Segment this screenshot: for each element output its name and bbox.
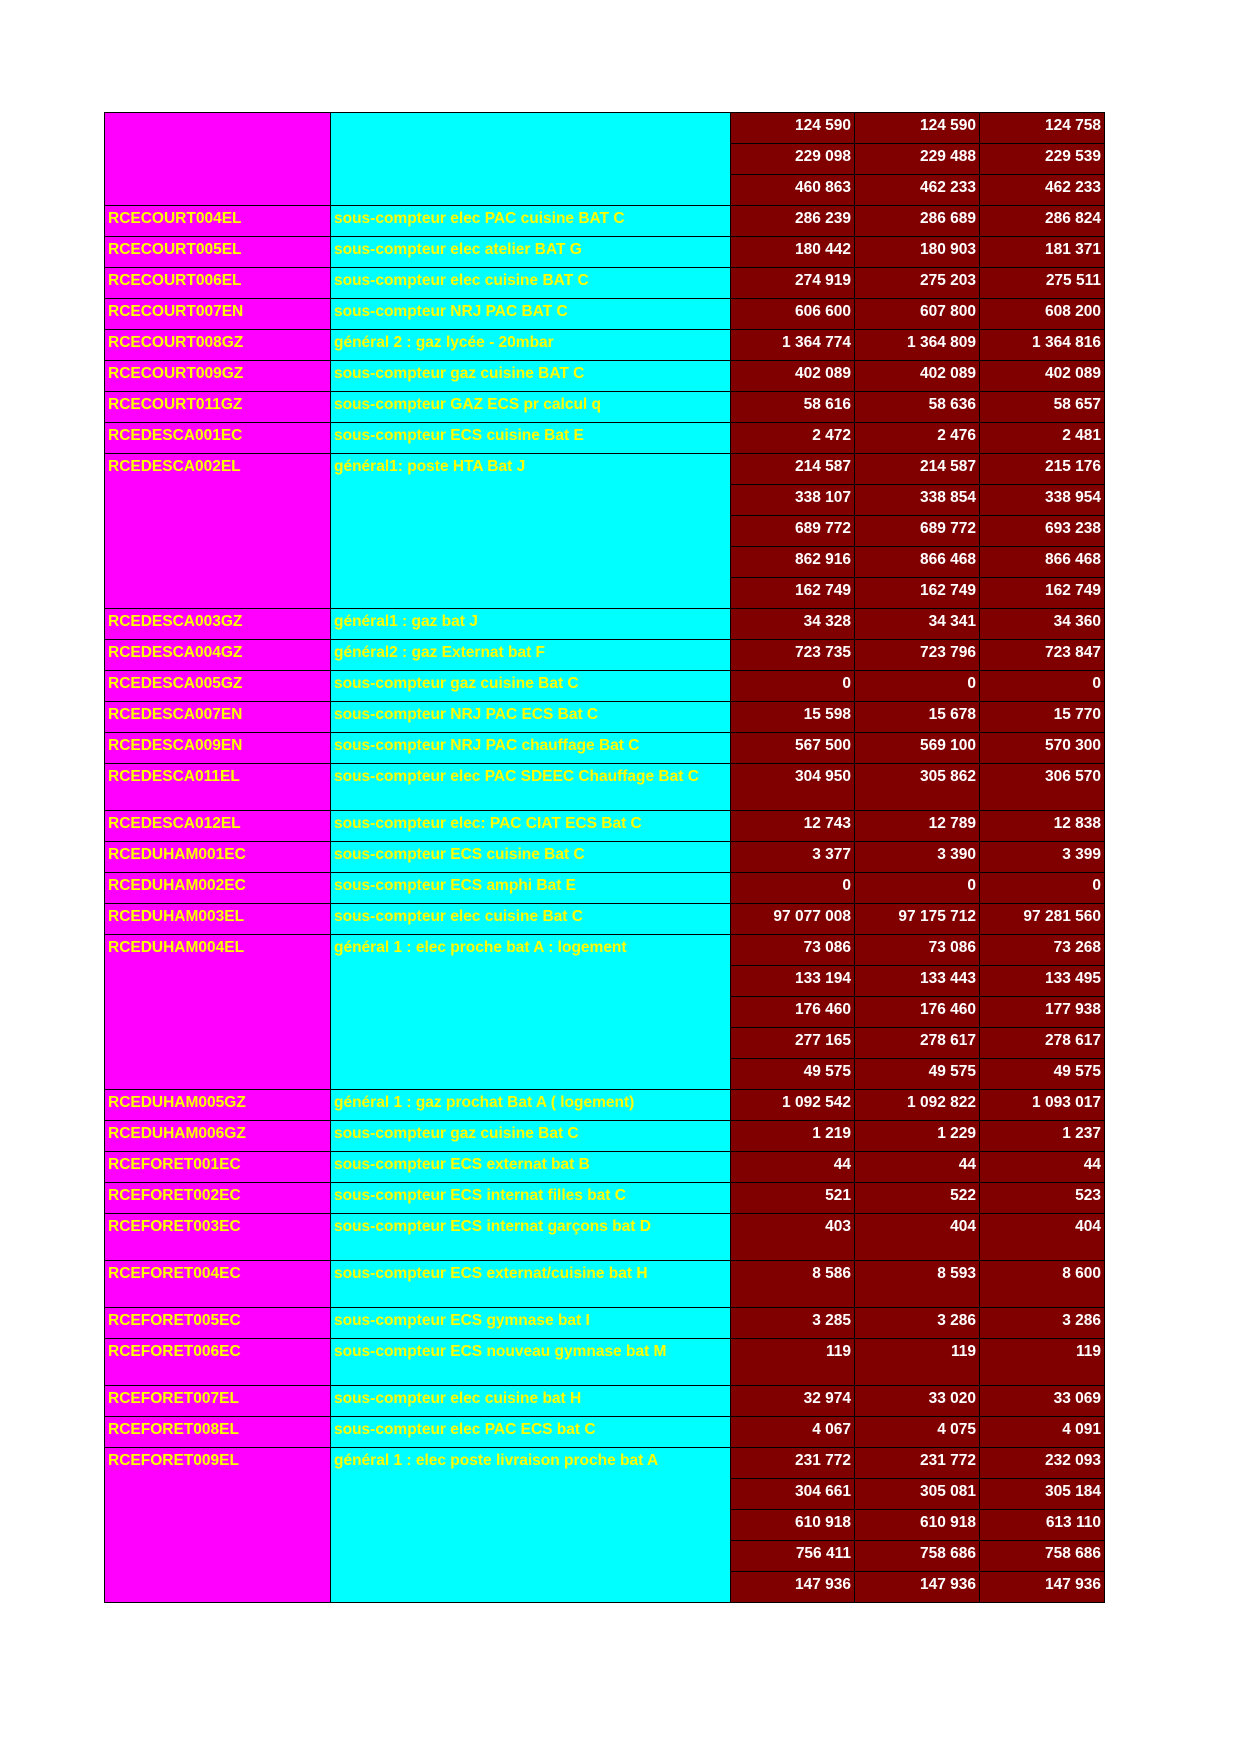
reading-value-cell: 12 743 <box>731 811 855 842</box>
reading-value-cell: 286 689 <box>855 206 980 237</box>
table-row <box>105 113 1105 144</box>
reading-value-cell: 33 069 <box>980 1386 1105 1417</box>
reading-value-cell: 306 570 <box>980 764 1105 811</box>
reading-value-cell: 304 950 <box>731 764 855 811</box>
reading-value-cell: 723 735 <box>731 640 855 671</box>
reading-value-cell: 181 371 <box>980 237 1105 268</box>
meter-code-cell: RCEDESCA004GZ <box>105 640 331 671</box>
meter-description-cell: sous-compteur ECS cuisine Bat C <box>331 842 731 873</box>
table-row <box>105 1261 1105 1308</box>
reading-value-cell: 8 593 <box>855 1261 980 1308</box>
table-row <box>105 1214 1105 1261</box>
reading-value-cell: 33 020 <box>855 1386 980 1417</box>
reading-value-cell: 1 364 809 <box>855 330 980 361</box>
reading-value-cell: 275 203 <box>855 268 980 299</box>
reading-value-cell: 1 093 017 <box>980 1090 1105 1121</box>
meter-code-cell: RCEDUHAM001EC <box>105 842 331 873</box>
meter-code-cell: RCEDESCA001EC <box>105 423 331 454</box>
meter-description-cell: sous-compteur NRJ PAC chauffage Bat C <box>331 733 731 764</box>
meter-code-cell: RCECOURT005EL <box>105 237 331 268</box>
reading-value-cell: 523 <box>980 1183 1105 1214</box>
reading-value-cell: 44 <box>980 1152 1105 1183</box>
reading-value-cell: 8 586 <box>731 1261 855 1308</box>
table-row <box>105 1121 1105 1152</box>
table-row <box>105 904 1105 935</box>
reading-value-cell: 277 165 <box>731 1028 855 1059</box>
reading-value-cell: 607 800 <box>855 299 980 330</box>
reading-value-cell: 1 092 542 <box>731 1090 855 1121</box>
meter-code-cell: RCEFORET008EL <box>105 1417 331 1448</box>
reading-value-cell: 214 587 <box>731 454 855 485</box>
reading-value-cell: 723 796 <box>855 640 980 671</box>
reading-value-cell: 124 758 <box>980 113 1105 144</box>
reading-value-cell: 176 460 <box>855 997 980 1028</box>
table-row <box>105 1448 1105 1479</box>
reading-value-cell: 460 863 <box>731 175 855 206</box>
reading-value-cell: 522 <box>855 1183 980 1214</box>
reading-value-cell: 567 500 <box>731 733 855 764</box>
meter-description-cell: sous-compteur ECS externat bat B <box>331 1152 731 1183</box>
meter-description-cell: sous-compteur elec PAC ECS bat C <box>331 1417 731 1448</box>
reading-value-cell: 305 184 <box>980 1479 1105 1510</box>
table-row <box>105 423 1105 454</box>
meter-readings-table <box>104 112 1105 1603</box>
reading-value-cell: 3 390 <box>855 842 980 873</box>
meter-code-cell <box>105 113 331 206</box>
meter-code-cell: RCEDUHAM006GZ <box>105 1121 331 1152</box>
reading-value-cell: 147 936 <box>731 1572 855 1603</box>
table-row <box>105 733 1105 764</box>
reading-value-cell: 15 598 <box>731 702 855 733</box>
reading-value-cell: 862 916 <box>731 547 855 578</box>
reading-value-cell: 275 511 <box>980 268 1105 299</box>
reading-value-cell: 610 918 <box>731 1510 855 1541</box>
reading-value-cell: 286 824 <box>980 206 1105 237</box>
table-row <box>105 1308 1105 1339</box>
reading-value-cell: 229 539 <box>980 144 1105 175</box>
reading-value-cell: 119 <box>855 1339 980 1386</box>
reading-value-cell: 162 749 <box>855 578 980 609</box>
reading-value-cell: 1 219 <box>731 1121 855 1152</box>
reading-value-cell: 15 770 <box>980 702 1105 733</box>
table-row <box>105 609 1105 640</box>
reading-value-cell: 3 285 <box>731 1308 855 1339</box>
reading-value-cell: 49 575 <box>980 1059 1105 1090</box>
reading-value-cell: 12 838 <box>980 811 1105 842</box>
reading-value-cell: 608 200 <box>980 299 1105 330</box>
reading-value-cell: 4 067 <box>731 1417 855 1448</box>
reading-value-cell: 2 476 <box>855 423 980 454</box>
table-row <box>105 1152 1105 1183</box>
reading-value-cell: 0 <box>731 873 855 904</box>
table-row <box>105 935 1105 966</box>
meter-code-cell: RCEDUHAM004EL <box>105 935 331 1090</box>
reading-value-cell: 119 <box>980 1339 1105 1386</box>
reading-value-cell: 3 377 <box>731 842 855 873</box>
reading-value-cell: 34 328 <box>731 609 855 640</box>
meter-description-cell: général 1 : elec poste livraison proche bat A <box>331 1448 731 1603</box>
reading-value-cell: 231 772 <box>731 1448 855 1479</box>
reading-value-cell: 338 954 <box>980 485 1105 516</box>
reading-value-cell: 693 238 <box>980 516 1105 547</box>
reading-value-cell: 229 098 <box>731 144 855 175</box>
reading-value-cell: 73 086 <box>731 935 855 966</box>
meter-description-cell: général1 : gaz bat J <box>331 609 731 640</box>
reading-value-cell: 177 938 <box>980 997 1105 1028</box>
reading-value-cell: 404 <box>980 1214 1105 1261</box>
table-row <box>105 237 1105 268</box>
meter-code-cell: RCEDESCA002EL <box>105 454 331 609</box>
table-row <box>105 1090 1105 1121</box>
reading-value-cell: 3 286 <box>855 1308 980 1339</box>
meter-description-cell: sous-compteur gaz cuisine BAT C <box>331 361 731 392</box>
meter-description-cell: sous-compteur ECS externat/cuisine bat H <box>331 1261 731 1308</box>
reading-value-cell: 756 411 <box>731 1541 855 1572</box>
reading-value-cell: 12 789 <box>855 811 980 842</box>
table-row <box>105 873 1105 904</box>
meter-code-cell: RCEDESCA009EN <box>105 733 331 764</box>
meter-description-cell: sous-compteur gaz cuisine Bat C <box>331 1121 731 1152</box>
reading-value-cell: 4 091 <box>980 1417 1105 1448</box>
reading-value-cell: 689 772 <box>731 516 855 547</box>
meter-code-cell: RCECOURT006EL <box>105 268 331 299</box>
reading-value-cell: 402 089 <box>855 361 980 392</box>
meter-description-cell: sous-compteur elec PAC SDEEC Chauffage Bat C <box>331 764 731 811</box>
reading-value-cell: 180 442 <box>731 237 855 268</box>
reading-value-cell: 133 495 <box>980 966 1105 997</box>
reading-value-cell: 147 936 <box>855 1572 980 1603</box>
reading-value-cell: 73 086 <box>855 935 980 966</box>
table-row <box>105 454 1105 485</box>
reading-value-cell: 147 936 <box>980 1572 1105 1603</box>
reading-value-cell: 231 772 <box>855 1448 980 1479</box>
meter-description-cell: général 1 : gaz prochat Bat A ( logement) <box>331 1090 731 1121</box>
meter-code-cell: RCECOURT009GZ <box>105 361 331 392</box>
reading-value-cell: 58 616 <box>731 392 855 423</box>
meter-code-cell: RCECOURT008GZ <box>105 330 331 361</box>
meter-description-cell: sous-compteur elec PAC cuisine BAT C <box>331 206 731 237</box>
reading-value-cell: 0 <box>980 671 1105 702</box>
reading-value-cell: 119 <box>731 1339 855 1386</box>
meter-code-cell: RCEDUHAM003EL <box>105 904 331 935</box>
reading-value-cell: 304 661 <box>731 1479 855 1510</box>
table-row <box>105 1183 1105 1214</box>
meter-description-cell: sous-compteur elec cuisine bat H <box>331 1386 731 1417</box>
meter-description-cell: sous-compteur ECS internat filles bat C <box>331 1183 731 1214</box>
reading-value-cell: 162 749 <box>731 578 855 609</box>
reading-value-cell: 49 575 <box>731 1059 855 1090</box>
meter-code-cell: RCEFORET006EC <box>105 1339 331 1386</box>
reading-value-cell: 180 903 <box>855 237 980 268</box>
reading-value-cell: 73 268 <box>980 935 1105 966</box>
meter-description-cell: sous-compteur elec cuisine Bat C <box>331 904 731 935</box>
reading-value-cell: 723 847 <box>980 640 1105 671</box>
table-row <box>105 392 1105 423</box>
meter-code-cell: RCEFORET004EC <box>105 1261 331 1308</box>
reading-value-cell: 569 100 <box>855 733 980 764</box>
reading-value-cell: 305 862 <box>855 764 980 811</box>
reading-value-cell: 97 175 712 <box>855 904 980 935</box>
meter-code-cell: RCEFORET009EL <box>105 1448 331 1603</box>
reading-value-cell: 606 600 <box>731 299 855 330</box>
reading-value-cell: 2 481 <box>980 423 1105 454</box>
meter-code-cell: RCEFORET001EC <box>105 1152 331 1183</box>
reading-value-cell: 570 300 <box>980 733 1105 764</box>
reading-value-cell: 34 360 <box>980 609 1105 640</box>
table-row <box>105 764 1105 811</box>
meter-description-cell: sous-compteur elec cuisine BAT C <box>331 268 731 299</box>
reading-value-cell: 2 472 <box>731 423 855 454</box>
meter-description-cell: sous-compteur elec: PAC CIAT ECS Bat C <box>331 811 731 842</box>
reading-value-cell: 4 075 <box>855 1417 980 1448</box>
table-row <box>105 1339 1105 1386</box>
meter-code-cell: RCEFORET002EC <box>105 1183 331 1214</box>
table-row <box>105 330 1105 361</box>
reading-value-cell: 32 974 <box>731 1386 855 1417</box>
reading-value-cell: 689 772 <box>855 516 980 547</box>
reading-value-cell: 124 590 <box>731 113 855 144</box>
reading-value-cell: 44 <box>855 1152 980 1183</box>
meter-code-cell: RCECOURT004EL <box>105 206 331 237</box>
reading-value-cell: 49 575 <box>855 1059 980 1090</box>
reading-value-cell: 758 686 <box>855 1541 980 1572</box>
reading-value-cell: 305 081 <box>855 1479 980 1510</box>
reading-value-cell: 610 918 <box>855 1510 980 1541</box>
meter-code-cell: RCEFORET003EC <box>105 1214 331 1261</box>
reading-value-cell: 521 <box>731 1183 855 1214</box>
table-row <box>105 1417 1105 1448</box>
reading-value-cell: 758 686 <box>980 1541 1105 1572</box>
meter-description-cell: sous-compteur ECS cuisine Bat E <box>331 423 731 454</box>
reading-value-cell: 1 364 816 <box>980 330 1105 361</box>
reading-value-cell: 133 443 <box>855 966 980 997</box>
meter-description-cell: général2 : gaz Externat bat F <box>331 640 731 671</box>
meter-description-cell: sous-compteur NRJ PAC BAT C <box>331 299 731 330</box>
meter-description-cell: sous-compteur ECS internat garçons bat D <box>331 1214 731 1261</box>
reading-value-cell: 0 <box>731 671 855 702</box>
reading-value-cell: 215 176 <box>980 454 1105 485</box>
meter-code-cell: RCEFORET005EC <box>105 1308 331 1339</box>
reading-value-cell: 0 <box>855 873 980 904</box>
reading-value-cell: 866 468 <box>980 547 1105 578</box>
reading-value-cell: 34 341 <box>855 609 980 640</box>
reading-value-cell: 278 617 <box>980 1028 1105 1059</box>
meter-code-cell: RCECOURT007EN <box>105 299 331 330</box>
meter-code-cell: RCEDESCA012EL <box>105 811 331 842</box>
reading-value-cell: 286 239 <box>731 206 855 237</box>
meter-description-cell: général 1 : elec proche bat A : logement <box>331 935 731 1090</box>
meter-description-cell: sous-compteur elec atelier BAT G <box>331 237 731 268</box>
reading-value-cell: 402 089 <box>731 361 855 392</box>
reading-value-cell: 58 657 <box>980 392 1105 423</box>
meter-code-cell: RCEDESCA011EL <box>105 764 331 811</box>
meter-description-cell: sous-compteur GAZ ECS pr calcul q <box>331 392 731 423</box>
reading-value-cell: 404 <box>855 1214 980 1261</box>
reading-value-cell: 402 089 <box>980 361 1105 392</box>
meter-readings-sheet <box>104 112 1104 1603</box>
reading-value-cell: 278 617 <box>855 1028 980 1059</box>
reading-value-cell: 162 749 <box>980 578 1105 609</box>
table-row <box>105 1386 1105 1417</box>
meter-description-cell: sous-compteur ECS nouveau gymnase bat M <box>331 1339 731 1386</box>
reading-value-cell: 232 093 <box>980 1448 1105 1479</box>
reading-value-cell: 15 678 <box>855 702 980 733</box>
reading-value-cell: 1 092 822 <box>855 1090 980 1121</box>
reading-value-cell: 0 <box>980 873 1105 904</box>
meter-description-cell: sous-compteur gaz cuisine Bat C <box>331 671 731 702</box>
table-row <box>105 361 1105 392</box>
table-row <box>105 268 1105 299</box>
reading-value-cell: 3 399 <box>980 842 1105 873</box>
table-body <box>105 113 1105 1603</box>
meter-code-cell: RCEFORET007EL <box>105 1386 331 1417</box>
table-row <box>105 671 1105 702</box>
reading-value-cell: 214 587 <box>855 454 980 485</box>
reading-value-cell: 8 600 <box>980 1261 1105 1308</box>
meter-code-cell: RCEDUHAM005GZ <box>105 1090 331 1121</box>
reading-value-cell: 44 <box>731 1152 855 1183</box>
meter-description-cell: sous-compteur ECS gymnase bat I <box>331 1308 731 1339</box>
meter-description-cell: général1: poste HTA Bat J <box>331 454 731 609</box>
meter-description-cell: sous-compteur ECS amphi Bat E <box>331 873 731 904</box>
meter-description-cell <box>331 113 731 206</box>
reading-value-cell: 462 233 <box>855 175 980 206</box>
meter-code-cell: RCEDUHAM002EC <box>105 873 331 904</box>
reading-value-cell: 97 077 008 <box>731 904 855 935</box>
reading-value-cell: 338 107 <box>731 485 855 516</box>
table-row <box>105 206 1105 237</box>
meter-description-cell: général 2 : gaz lycée - 20mbar <box>331 330 731 361</box>
reading-value-cell: 58 636 <box>855 392 980 423</box>
reading-value-cell: 403 <box>731 1214 855 1261</box>
meter-code-cell: RCEDESCA005GZ <box>105 671 331 702</box>
reading-value-cell: 1 229 <box>855 1121 980 1152</box>
table-row <box>105 702 1105 733</box>
reading-value-cell: 338 854 <box>855 485 980 516</box>
reading-value-cell: 97 281 560 <box>980 904 1105 935</box>
reading-value-cell: 176 460 <box>731 997 855 1028</box>
reading-value-cell: 274 919 <box>731 268 855 299</box>
table-row <box>105 842 1105 873</box>
meter-description-cell: sous-compteur NRJ PAC ECS Bat C <box>331 702 731 733</box>
meter-code-cell: RCECOURT011GZ <box>105 392 331 423</box>
reading-value-cell: 613 110 <box>980 1510 1105 1541</box>
reading-value-cell: 462 233 <box>980 175 1105 206</box>
reading-value-cell: 1 237 <box>980 1121 1105 1152</box>
meter-code-cell: RCEDESCA003GZ <box>105 609 331 640</box>
reading-value-cell: 0 <box>855 671 980 702</box>
table-row <box>105 299 1105 330</box>
reading-value-cell: 1 364 774 <box>731 330 855 361</box>
table-row <box>105 640 1105 671</box>
reading-value-cell: 866 468 <box>855 547 980 578</box>
reading-value-cell: 133 194 <box>731 966 855 997</box>
reading-value-cell: 124 590 <box>855 113 980 144</box>
meter-code-cell: RCEDESCA007EN <box>105 702 331 733</box>
reading-value-cell: 3 286 <box>980 1308 1105 1339</box>
table-row <box>105 811 1105 842</box>
reading-value-cell: 229 488 <box>855 144 980 175</box>
